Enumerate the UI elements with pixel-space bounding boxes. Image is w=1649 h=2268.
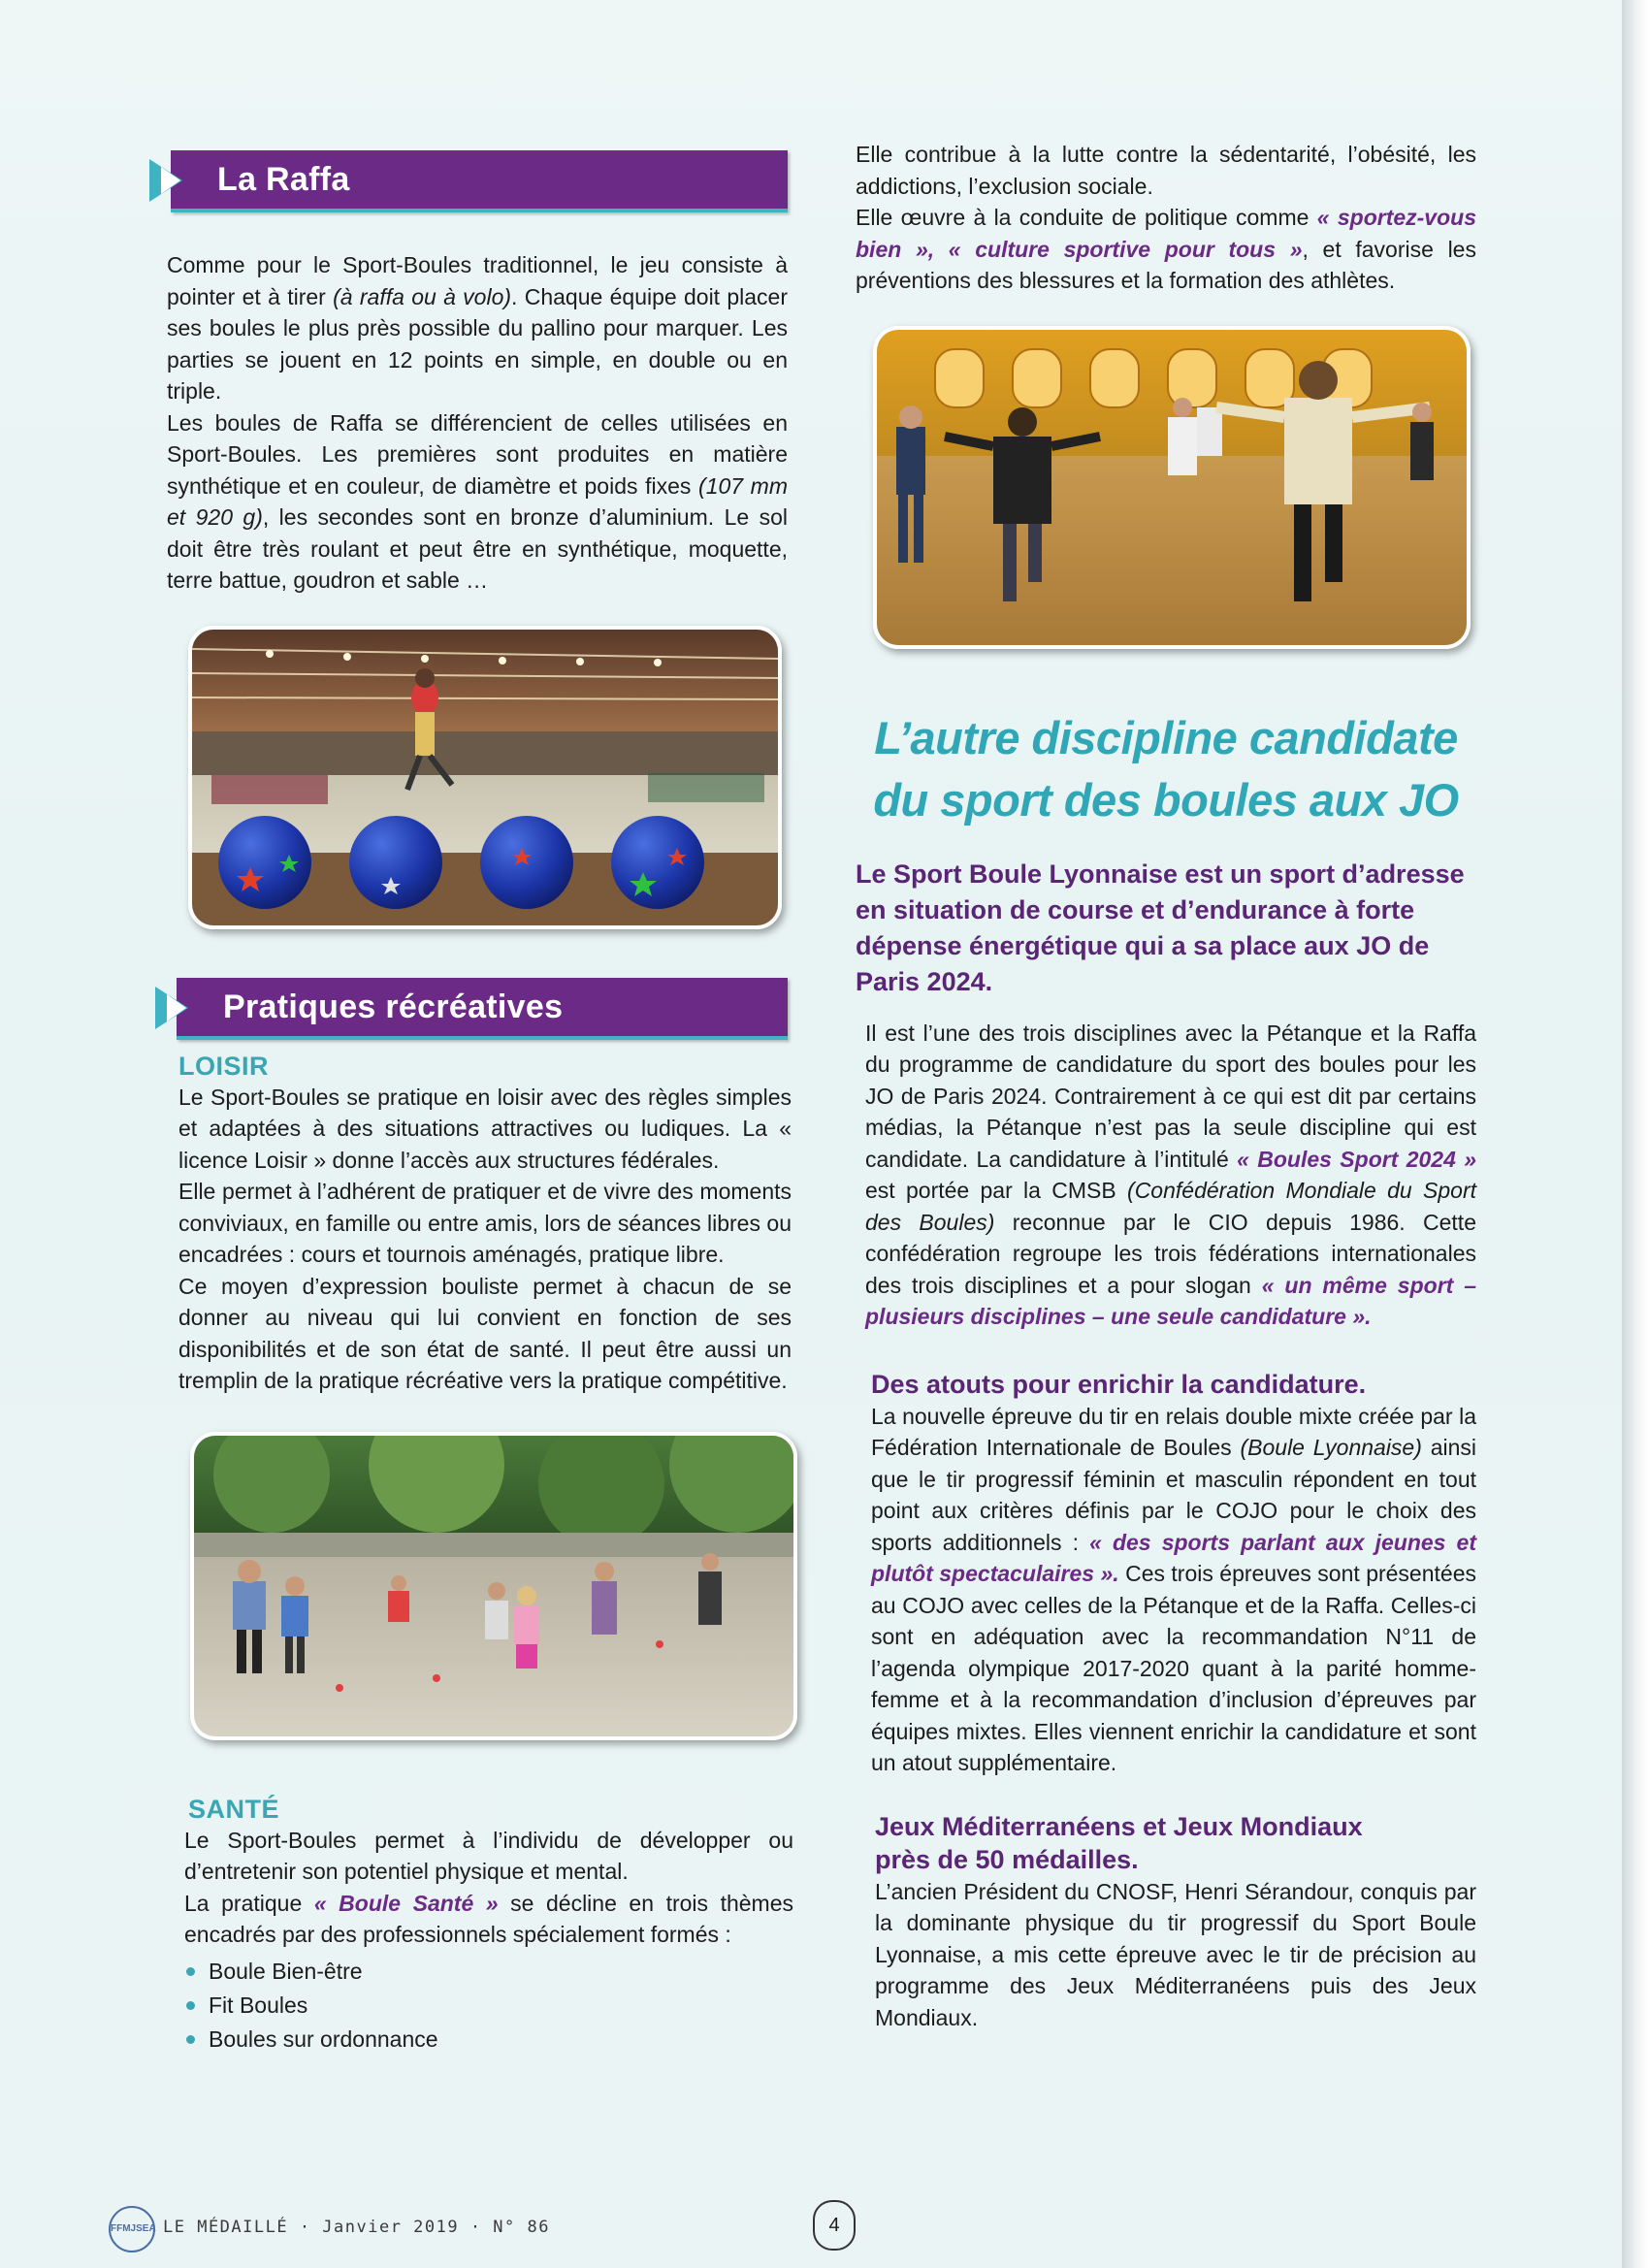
raffa-photo-illustration [192, 630, 778, 925]
footer-publication-line: LE MÉDAILLÉ · Janvier 2019 · N° 86 [163, 2218, 550, 2237]
recreatives-banner [177, 978, 788, 1040]
sante-paragraph-1: Le Sport-Boules permet à l’individu de développer ou d’entretenir son potentiel physique et mental. [184, 1827, 793, 1884]
text-span: est portée par la CMSB [865, 1178, 1128, 1203]
page-number: 4 [813, 2200, 856, 2251]
right-intro-paragraph-1: Elle contribue à la lutte contre la sédentarité, l’obésité, les addictions, l’exclusion sociale. [856, 142, 1476, 199]
text-span: La nouvelle épreuve du tir en relais double mixte créée par la Fédération Internationale de Boules [871, 1403, 1476, 1460]
text-span: ainsi que le tir progressif féminin et masculin répondent en tout point aux critères définis par le COJO pour le choix des sports additionnels : [871, 1435, 1477, 1555]
text-span-emphasis: « Boule Santé » [313, 1890, 499, 1916]
list-item: Boule Bien-être [184, 1955, 793, 1989]
loisir-paragraph-2: Elle permet à l’adhérent de pratiquer et de vivre des moments conviviaux, en famille ou entre amis, lors de séances libres ou encadrées : cours et tournois aménagés, pratique libre. [178, 1179, 792, 1267]
jeux-paragraph: L’ancien Président du CNOSF, Henri Sérandour, conquis par la dominante physique du tir progressif du Sport Boule Lyonnaise, a mis cette épreuve avec le tir de précision au programme des Jeux Méditerranéens puis des Jeux Mondiaux. [875, 1878, 1476, 2030]
text-span-italic: (Confédération Mondiale du Sport des Boules) [865, 1178, 1476, 1235]
page-footer [109, 2204, 885, 2262]
text-span: Comme pour le Sport-Boules traditionnel, le jeu consiste à pointer et à tirer [167, 252, 788, 309]
text-span-italic: (107 mm et 920 g) [167, 472, 788, 530]
text-span: , les secondes sont en bronze d’aluminium. Le sol doit être très roulant et peut être en synthétique, moquette, terre battue, goudron et sable … [167, 504, 788, 593]
jo-title-block [856, 707, 1476, 831]
loisir-photo [190, 1432, 797, 1740]
loisir-heading: LOISIR [178, 1051, 270, 1081]
atouts-paragraph [871, 1401, 1476, 1779]
text-span-emphasis: « des sports parlant aux jeunes et plutôt spectaculaires ». [871, 1529, 1477, 1586]
sante-bullet-list [184, 1955, 793, 2057]
text-span-emphasis: « sportez-vous bien », « culture sportive pour tous » [856, 205, 1476, 262]
jeux-heading-2: près de 50 médailles. [875, 1844, 1139, 1874]
text-span-italic: (Boule Lyonnaise) [1240, 1435, 1422, 1460]
raffa-photo [188, 626, 782, 929]
right-intro-paragraph-2 [856, 202, 1476, 297]
list-item: Boules sur ordonnance [184, 2023, 793, 2057]
sante-heading: SANTÉ [188, 1794, 280, 1824]
text-span: Ces trois épreuves sont présentées au COJO avec celles de la Pétanque et de la Raffa. Celles-ci sont en adéquation avec la recommandation N°11 de l’agenda olympique 2017-2020 quant à la parité homme-femme et à la recommandation d’inclusion d’épreuves par équipes mixtes. Elles viennent enrichir la candidature et sont un atout supplémentaire. [871, 1561, 1476, 1775]
jo-title-line-2: du sport des boules aux JO [873, 773, 1459, 826]
sante-text [184, 1825, 793, 2057]
text-span-emphasis: « un même sport – plusieurs disciplines – une seule candidature ». [865, 1272, 1477, 1329]
jo-paragraph-1 [865, 1018, 1476, 1333]
recreatives-heading: Pratiques récréatives [223, 988, 564, 1025]
banner-arrow-inner-icon [167, 994, 186, 1021]
gym-photo-illustration [877, 330, 1467, 645]
jeux-heading-1: Jeux Méditerranéens et Jeux Mondiaux [875, 1811, 1363, 1841]
loisir-paragraph-1: Le Sport-Boules se pratique en loisir avec des règles simples et adaptées à des situations attractives ou ludiques. La « licence Loisir » donne l’accès aux structures fédérales. [178, 1084, 792, 1173]
raffa-paragraph-2 [167, 407, 788, 597]
gym-photo [873, 326, 1471, 649]
loisir-paragraph-3: Ce moyen d’expression bouliste permet à chacun de se donner au niveau qui lui convient en fonction de ses disponibilités et de son état de santé. Il peut être aussi un tremplin de la pratique récréative vers la pratique compétitive. [178, 1273, 792, 1393]
text-span-italic: (à raffa ou à volo) [333, 283, 512, 309]
atouts-heading: Des atouts pour enrichir la candidature. [871, 1369, 1367, 1399]
text-span-emphasis: « Boules Sport 2024 » [1237, 1146, 1476, 1172]
raffa-banner [171, 150, 788, 212]
page-edge-shadow [1622, 0, 1649, 2268]
text-span: Elle œuvre à la conduite de politique comme [856, 205, 1317, 230]
text-span: se décline en trois thèmes encadrés par des professionnels spécialement formés : [184, 1890, 793, 1947]
text-span: , et favorise les préventions des blessures et la formation des athlètes. [856, 236, 1476, 293]
text-span: Il est l’une des trois disciplines avec la Pétanque et la Raffa du programme de candidature du sport des boules pour les JO de Paris 2024. Contrairement à ce qui est dit par certains médias, la Pétanque n’est pas la seule discipline qui est candidate. La candidature à l’intitulé [865, 1020, 1476, 1172]
left-column [167, 150, 793, 2057]
text-span: La pratique [184, 1890, 314, 1916]
text-span: Les boules de Raffa se différencient de celles utilisées en Sport-Boules. Les premières sont produites en matière synthétique et en couleur, de diamètre et poids fixes [167, 409, 788, 499]
jo-lead-paragraph: Le Sport Boule Lyonnaise est un sport d’adresse en situation de course et d’endurance à forte dépense énergétique qui a sa place aux JO de Paris 2024. [856, 859, 1465, 996]
text-span: . Chaque équipe doit placer ses boules le plus près possible du pallino pour marquer. Les parties se jouent en 12 points en simple, en double ou en triple. [167, 283, 789, 404]
jo-title-line-1: L’autre discipline candidate [874, 711, 1458, 763]
text-span: reconnue par le CIO depuis 1986. Cette confédération regroupe les trois fédérations internationales des trois disciplines et a pour slogan [865, 1209, 1476, 1298]
loisir-text [178, 1082, 792, 1397]
federation-logo-icon: FFMJSEA [109, 2206, 155, 2252]
right-column [856, 139, 1476, 2033]
raffa-paragraph-1 [167, 249, 788, 407]
raffa-heading: La Raffa [217, 161, 350, 198]
banner-arrow-inner-icon [161, 167, 180, 194]
loisir-photo-illustration [194, 1436, 793, 1736]
list-item: Fit Boules [184, 1989, 793, 2023]
sante-paragraph-2 [184, 1888, 793, 1951]
